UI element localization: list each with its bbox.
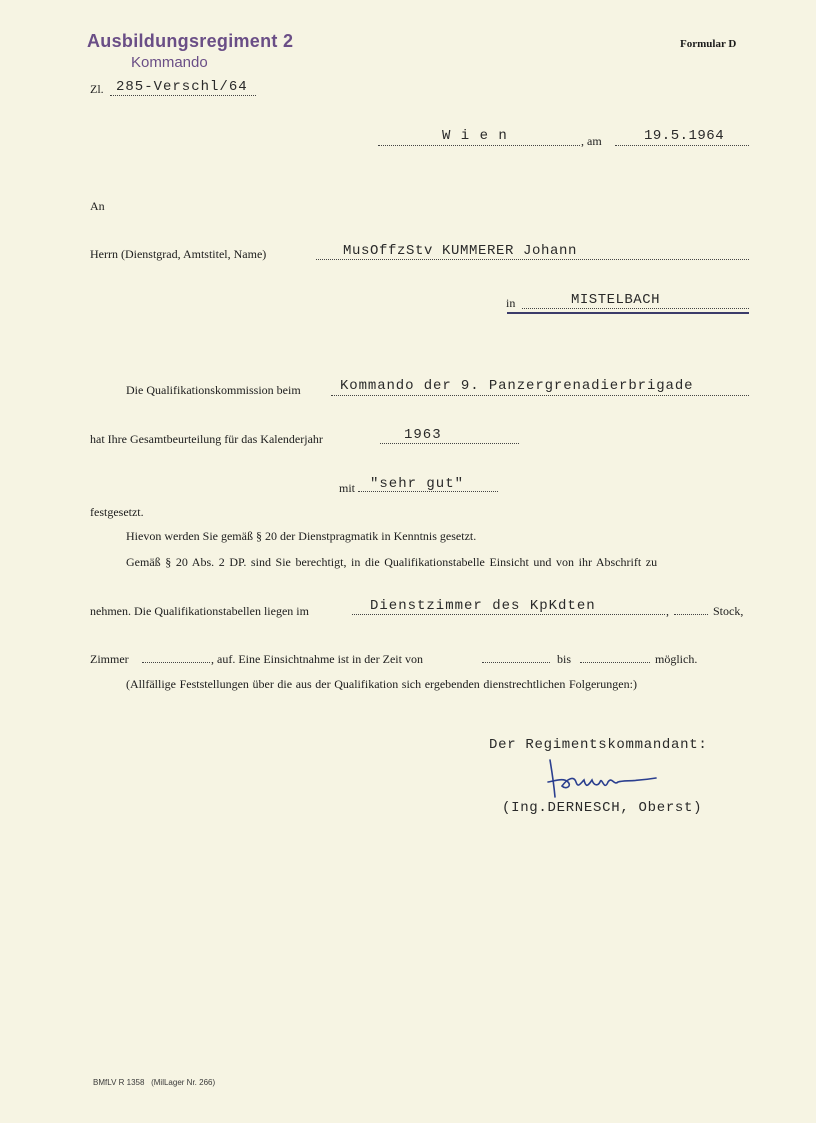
reference-label: Zl.: [90, 82, 104, 96]
commission-value: Kommando der 9. Panzergrenadierbrigade: [340, 378, 694, 394]
year-dotted-line: [380, 443, 519, 444]
grade-label: mit: [339, 481, 356, 495]
town-dotted-line: [522, 308, 749, 309]
herrn-label: Herrn (Dienstgrad, Amtstitel, Name): [90, 247, 267, 261]
paragraph-berechtigt: Gemäß § 20 Abs. 2 DP. sind Sie berechtigt, in die Qualifikationstabelle Einsicht und von ihr Abschrift zu: [126, 555, 658, 569]
year-label: hat Ihre Gesamtbeurteilung für das Kalenderjahr: [90, 432, 323, 446]
from-time-dotted-line: [482, 662, 550, 663]
room-dotted-line: [352, 614, 665, 615]
addressee-name: MusOffzStv KUMMERER Johann: [343, 243, 578, 259]
paragraph-feststellungen: (Allfällige Feststellungen über die aus der Qualifikation sich ergebenden dienstrechtlichen Folgerungen:): [126, 677, 637, 691]
to-time-dotted-line: [580, 662, 650, 663]
addressee-town: MISTELBACH: [571, 292, 661, 308]
einsicht-text: , auf. Eine Einsichtnahme ist in der Zeit von: [211, 652, 423, 666]
zimmer-dotted-line: [142, 662, 210, 663]
commission-dotted-line: [331, 395, 749, 396]
place-dotted-line: [378, 145, 580, 146]
date-value: 19.5.1964: [644, 128, 725, 144]
town-underline: [507, 312, 749, 314]
reference-dotted-line: [110, 95, 256, 96]
an-label: An: [90, 199, 105, 213]
date-dotted-line: [615, 145, 749, 146]
form-label: Formular D: [680, 38, 737, 50]
paragraph-kenntnis: Hievon werden Sie gemäß § 20 der Dienstpragmatik in Kenntnis gesetzt.: [126, 529, 477, 543]
reference-number: 285-Verschl/64: [116, 79, 248, 95]
stock-label: Stock,: [713, 604, 744, 618]
regiment-stamp-subtitle: Kommando: [131, 54, 208, 71]
signature-name: (Ing.DERNESCH, Oberst): [502, 800, 703, 816]
place-value: W i e n: [442, 128, 508, 144]
regiment-stamp-title: Ausbildungsregiment 2: [87, 31, 294, 51]
name-dotted-line: [316, 259, 749, 260]
grade-value: "sehr gut": [370, 476, 465, 492]
room-value: Dienstzimmer des KpKdten: [370, 598, 596, 614]
bis-label: bis: [557, 652, 572, 666]
signature-title: Der Regimentskommandant:: [489, 737, 708, 753]
footer-form-number: BMfLV R 1358 (MilLager Nr. 266): [93, 1078, 216, 1087]
year-value: 1963: [404, 427, 442, 443]
moeglich-label: möglich.: [655, 652, 698, 666]
date-am-label: , am: [581, 134, 602, 148]
festgesetzt-text: festgesetzt.: [90, 505, 144, 519]
commission-label: Die Qualifikationskommission beim: [126, 383, 301, 397]
stock-dotted-line: [674, 614, 708, 615]
nehmen-text: nehmen. Die Qualifikationstabellen liegen im: [90, 604, 309, 618]
zimmer-label: Zimmer: [90, 652, 129, 666]
room-comma: ,: [666, 604, 669, 618]
in-label: in: [506, 296, 516, 310]
